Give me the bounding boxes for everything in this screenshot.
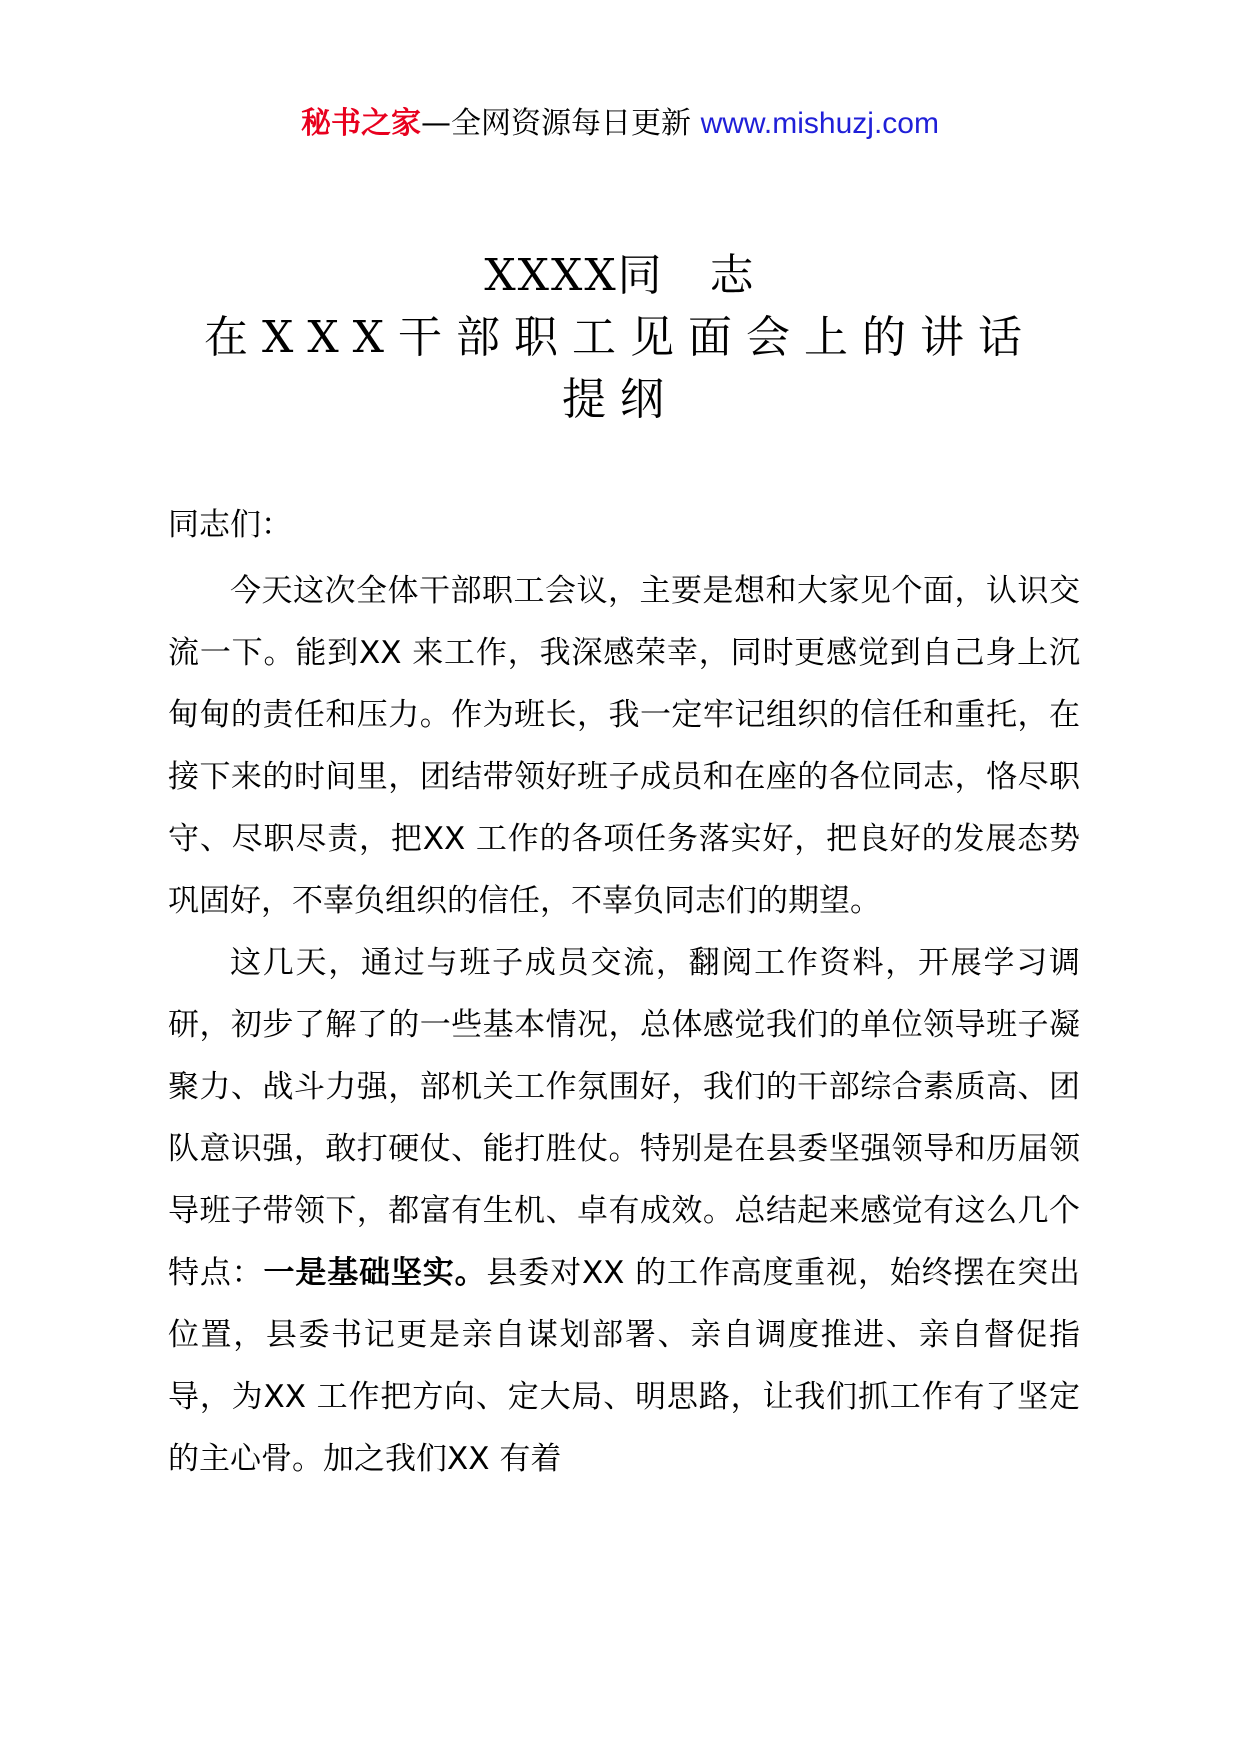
paragraph-2-intro: 这几天，通过与班子成员交流，翻阅工作资料，开展学习调研，初步了解了的一些基本情况，总体感觉我们的单位领导班子凝聚力、战斗力强，部机关工作氛围好，我们的干部综合素质高、团队意识强，敢打硬仗、能打胜仗。特别是在县委坚强领导和历届领导班子带领下，都富有生机、卓有成效。总结起来感觉有这么几个特点： <box>168 945 1080 1291</box>
site-tagline: —全网资源每日更新 <box>421 106 701 141</box>
salutation: 同志们： <box>168 507 292 543</box>
paragraph-2-rest: 县委对XX 的工作高度重视，始终摆在突出位置，县委书记更是亲自谋划部署、亲自调度推进、亲自督促指导，为XX 工作把方向、定大局、明思路，让我们抓工作有了坚定的主心骨。加之我们XX 有着 <box>168 1255 1081 1477</box>
title-line-3: 提纲 <box>562 374 678 425</box>
document-title <box>150 245 1090 431</box>
site-brand: 秘书之家 <box>301 106 422 141</box>
title-line-2: 在XXX干部职工见面会上的讲话 <box>204 312 1036 363</box>
site-url[interactable]: www.mishuzj.com <box>700 107 939 140</box>
paragraph-1: 今天这次全体干部职工会议，主要是想和大家见个面，认识交流一下。能到XX 来工作，我深感荣幸，同时更感觉到自己身上沉甸甸的责任和压力。作为班长，我一定牢记组织的信任和重托，在接下来的时间里，团结带领好班子成员和在座的各位同志，恪尽职守、尽职尽责，把XX 工作的各项任务落实好，把良好的发展态势巩固好，不辜负组织的信任，不辜负同志们的期望。 <box>168 573 1080 919</box>
site-header <box>0 104 1240 144</box>
paragraph-2-highlight: 一是基础坚实。 <box>263 1255 487 1291</box>
paragraph-2 <box>168 932 1080 1490</box>
title-line-1: XXXX同 志 <box>484 250 756 301</box>
document-body <box>168 560 1080 1490</box>
